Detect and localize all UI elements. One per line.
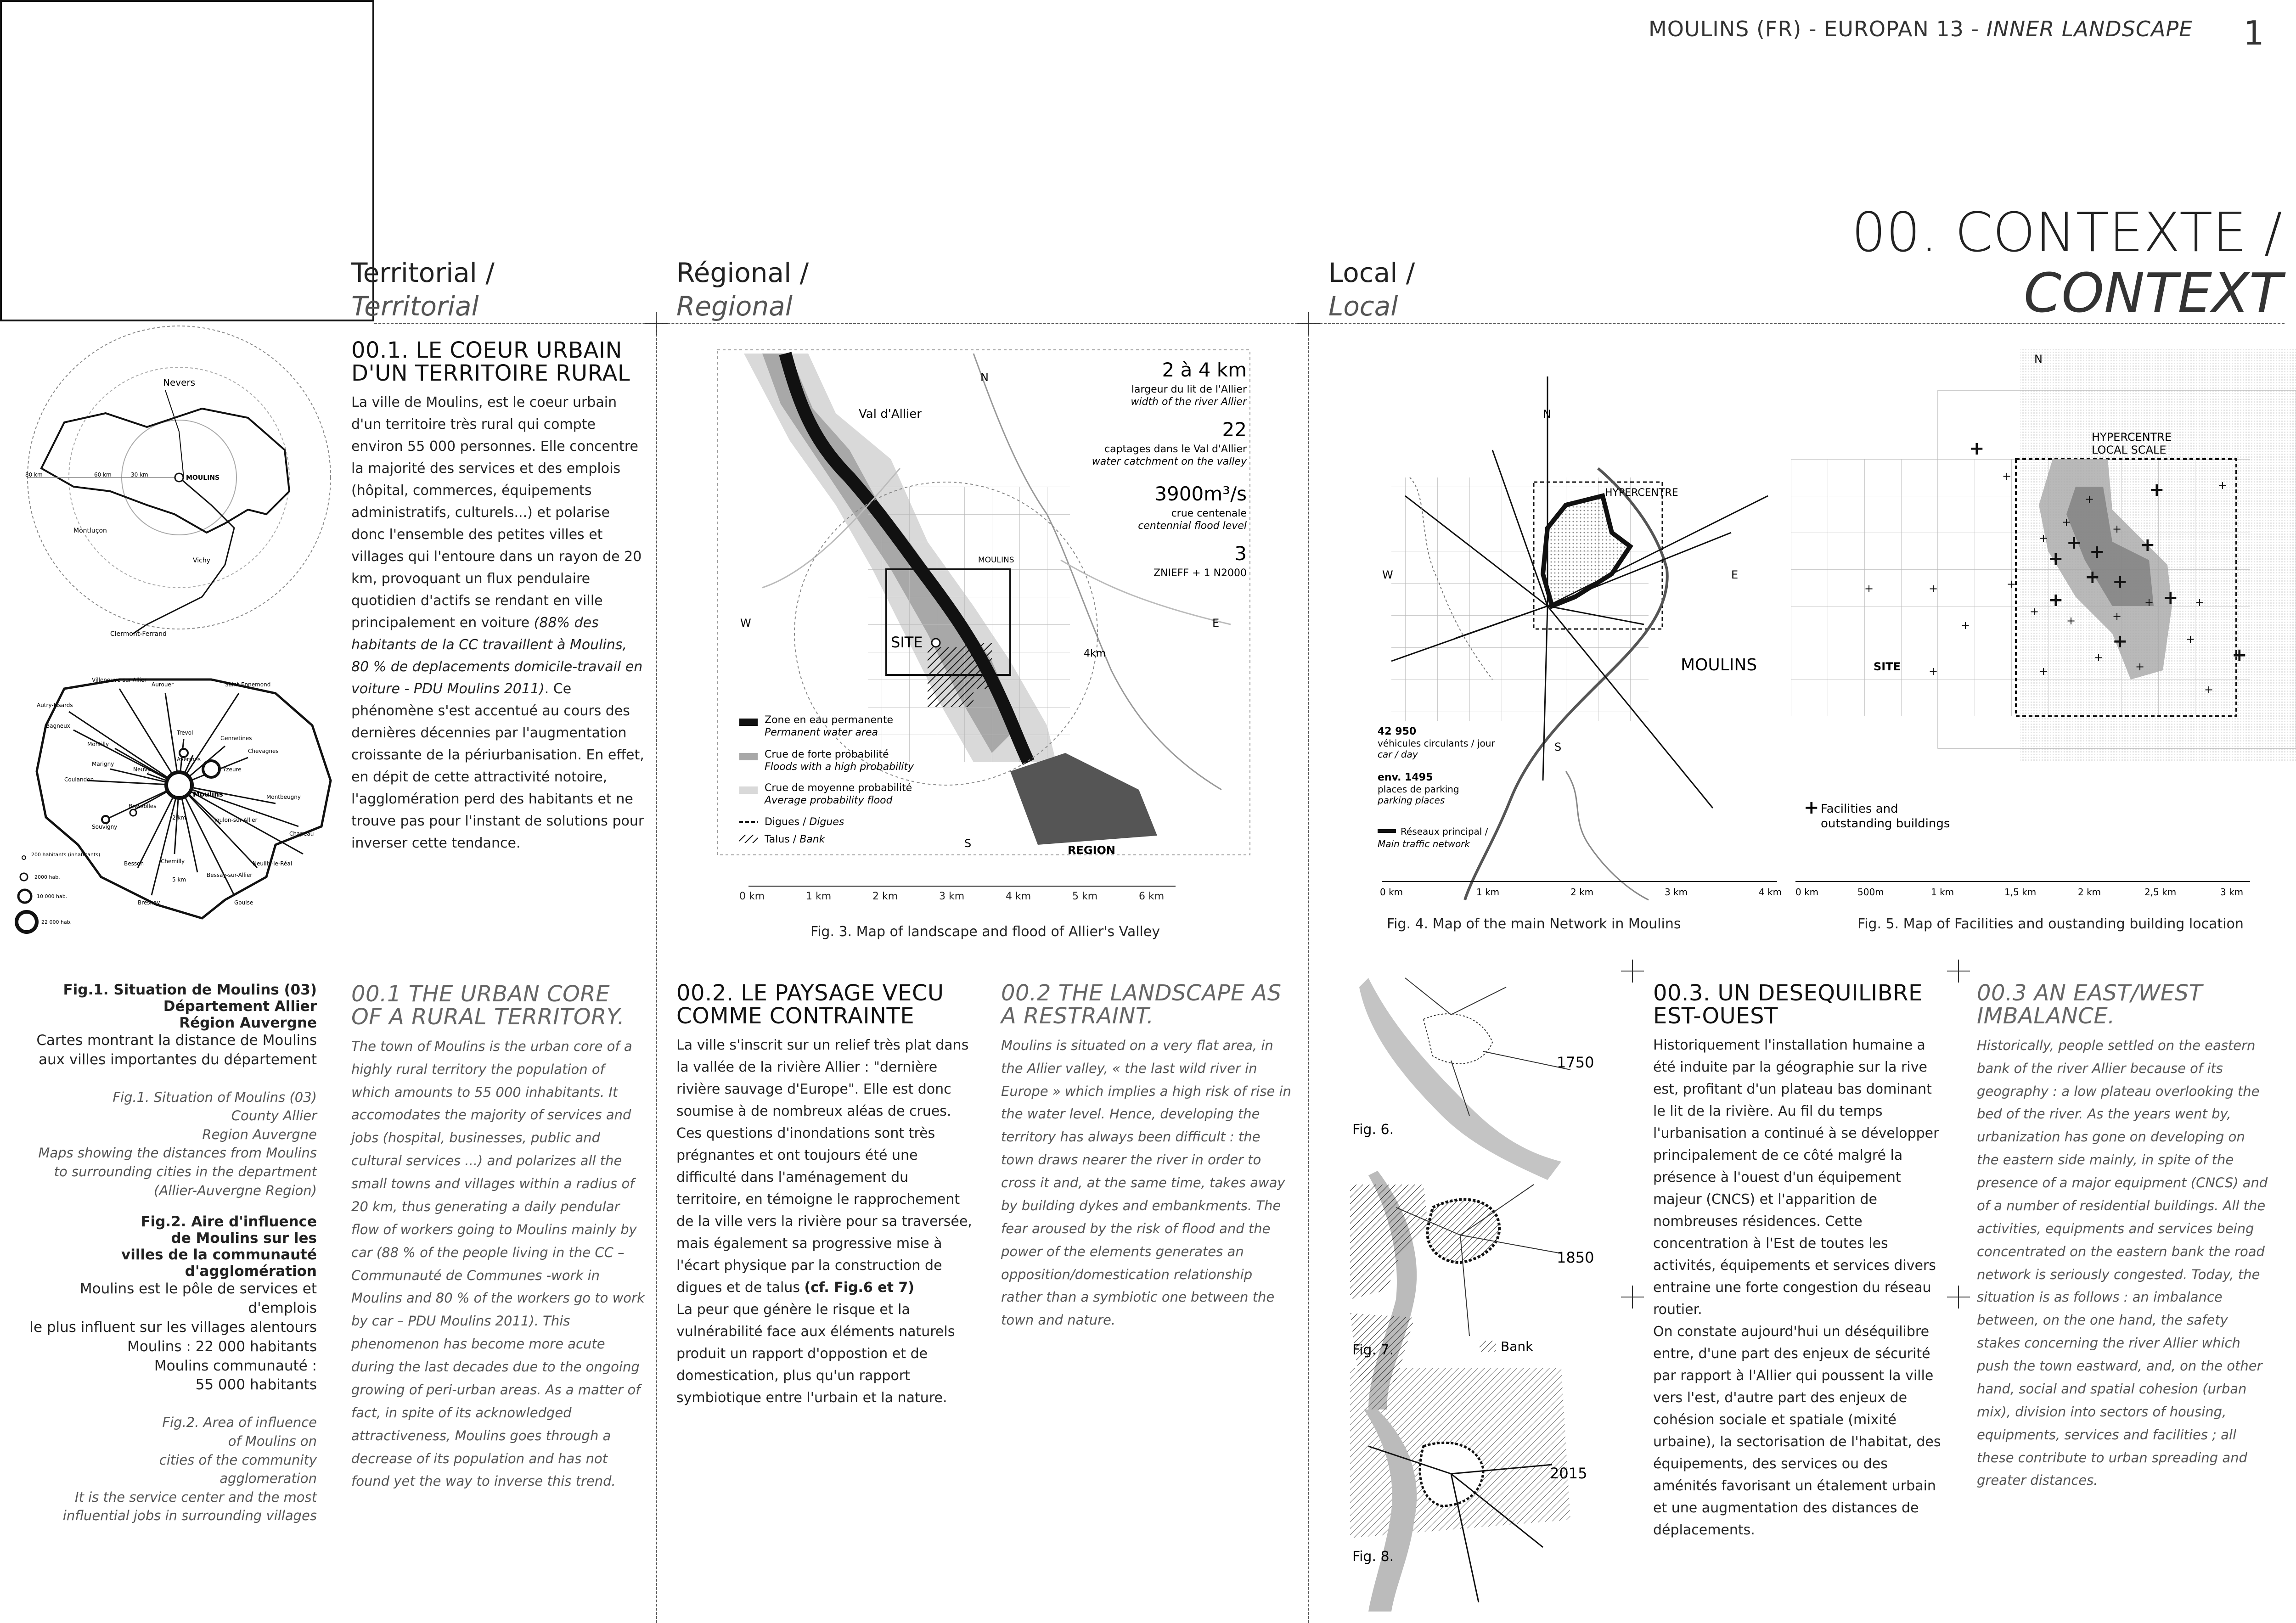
compass-s: S — [964, 837, 972, 850]
town-label: Chapeau — [289, 831, 314, 837]
influence-map — [18, 661, 349, 937]
moulins-marker — [175, 473, 183, 482]
svg-text:4 km: 4 km — [1759, 887, 1782, 898]
town-label: Gouise — [234, 899, 253, 906]
svg-text:+: + — [2195, 596, 2205, 609]
crosshair-mark — [645, 312, 668, 335]
divider-col-2 — [1308, 321, 1309, 1623]
svg-text:+: + — [1864, 582, 1874, 595]
compass-s: S — [1554, 741, 1562, 753]
svg-text:+: + — [1929, 582, 1938, 595]
town-label: Souvigny — [92, 824, 118, 830]
svg-text:+: + — [2066, 532, 2082, 553]
legend-fr: Réseaux principal / — [1401, 826, 1488, 837]
stat-fr: largeur du lit de l'Allier — [1131, 384, 1247, 395]
page-number: 1 — [2243, 14, 2264, 52]
town-label: Montbeugny — [266, 794, 301, 800]
crosshair-mark — [1621, 1286, 1644, 1309]
town-label: Besson — [124, 860, 144, 867]
svg-text:500m: 500m — [1857, 887, 1884, 898]
legend-en: Main traffic network — [1378, 838, 1470, 849]
section-002-en: 00.2 THE LANDSCAPE AS A RESTRAINT. Moulins is situated on a very flat area, in the Allier valley, « the last wild river in Europe » which implies a high risk of rise in the water level. Hence, developing the territory has always been difficult : the town draws nearer the river in order to cross it and, at the same time, takes away by building dykes and embankments. The fear aroused by the risk of flood and the power of the elements generates an opposition/domestication relationship rather than a symbiotic one between the town and nature. — [1001, 980, 1291, 1328]
legend-label: 200 habitants (inhabitants) — [31, 852, 101, 858]
svg-text:+: + — [2112, 571, 2128, 592]
legend-fr: Crue de forte probabilité — [765, 749, 889, 760]
city-label: Nevers — [163, 377, 196, 388]
map-label: HYPERCENTRE — [1605, 487, 1678, 499]
svg-text:+: + — [2186, 633, 2195, 646]
situation-map — [9, 340, 340, 657]
stat-value: 22 — [1222, 418, 1247, 441]
fig-label: Fig. 7. — [1352, 1342, 1394, 1358]
svg-text:+: + — [2066, 614, 2076, 627]
legend-fr: Crue de moyenne probabilité — [765, 782, 912, 794]
svg-text:0 km: 0 km — [1795, 887, 1819, 898]
svg-text:+: + — [2204, 683, 2214, 696]
stat-fr: véhicules circulants / jour — [1378, 738, 1495, 749]
town-label: Neuvy — [133, 766, 151, 773]
svg-text:+: + — [2048, 548, 2064, 569]
town-label: Bagneux — [46, 723, 70, 729]
year-label: 1750 — [1557, 1054, 1594, 1071]
svg-text:+: + — [2085, 493, 2094, 505]
fig3-caption: Fig. 3. Map of landscape and flood of Allier's Valley — [810, 924, 1160, 940]
scale-territorial: Territorial / Territorial — [351, 257, 495, 322]
svg-text:1 km: 1 km — [1931, 887, 1954, 898]
fig-label: Fig. 8. — [1352, 1549, 1394, 1565]
fig1-caption: Fig.1. Situation de Moulins (03) Département Allier Région Auvergne Cartes montrant la distance de Moulins aux villes importantes du département Fig.1. Situation of Moulins (03) County Allier Region Auvergne Maps showing the distances from Moulins to surrounding cities in the department (Allier-Auvergne Region) Fig.2. Aire d'influence de Moulins sur les villes de la communauté d'agglomération Moulins est le pôle de services et d'emplois le plus influent sur les villages alentours Moulins : 22 000 habitants Moulins communauté : 55 000 habitants Fig.2. Area of influence of Moulins on cities of the community agglomeration It is the service center and the most influential jobs in surrounding villages — [29, 982, 317, 1524]
river-line — [133, 477, 234, 634]
svg-text:3 km: 3 km — [2220, 887, 2244, 898]
facilities-map — [1791, 349, 2296, 904]
legend-plus-icon: + — [1804, 797, 1819, 818]
dist-label: 80 km — [25, 472, 43, 478]
svg-text:+: + — [2144, 596, 2154, 609]
year-label: 1850 — [1557, 1249, 1594, 1266]
city-label: MOULINS — [186, 474, 220, 482]
legend-text: Facilities and — [1821, 802, 1898, 816]
road-line — [165, 390, 184, 477]
legend-en: Permanent water area — [765, 727, 878, 738]
town-label: Moulins — [193, 790, 223, 798]
legend-label: 10 000 hab. — [37, 893, 68, 899]
dist-label: 5 km — [172, 876, 186, 883]
svg-text:+: + — [2094, 651, 2104, 664]
town-label: Bressolles — [129, 803, 157, 809]
town-label: Neuilly-le-Réal — [253, 860, 293, 867]
svg-text:+: + — [2030, 605, 2039, 618]
legend-label: 2000 hab. — [34, 874, 60, 880]
legend-label: 22 000 hab. — [41, 919, 72, 925]
town-label: Yzeure — [223, 766, 242, 773]
svg-text:1 km: 1 km — [1476, 887, 1500, 898]
stat-value: 42 950 — [1378, 726, 1417, 737]
dist-label: 2 km — [172, 814, 186, 821]
city-label: Montluçon — [73, 527, 107, 534]
town-label: Gennetines — [220, 735, 252, 741]
legend-fr: Zone en eau permanente — [765, 714, 894, 726]
crosshair-mark — [1297, 312, 1320, 335]
crosshair-mark — [1947, 1286, 1970, 1309]
town-label: Montilly — [87, 741, 109, 747]
fig-label: Fig. 6. — [1352, 1122, 1394, 1138]
town-label: Chevagnes — [248, 748, 279, 754]
map-label: LOCAL SCALE — [2092, 444, 2167, 456]
town-label: Toulon-sur-Allier — [214, 817, 258, 823]
legend-label: Bank — [1501, 1339, 1533, 1354]
legend-item: Digues / Digues — [765, 816, 844, 828]
map-label: REGION — [1068, 844, 1115, 857]
svg-text:+: + — [2112, 631, 2128, 652]
stat-en: car / day — [1378, 749, 1418, 760]
town-label: Avermes — [177, 756, 201, 763]
svg-text:+: + — [2232, 645, 2247, 666]
svg-text:+: + — [2112, 610, 2122, 623]
svg-text:2 km: 2 km — [1570, 887, 1594, 898]
svg-text:+: + — [2218, 479, 2228, 492]
svg-text:+: + — [2140, 534, 2155, 556]
allier-outline — [41, 409, 289, 533]
svg-text:2 km: 2 km — [2078, 887, 2101, 898]
network-map — [1373, 358, 1786, 904]
compass-w: W — [1382, 568, 1393, 581]
legend-en: Average probability flood — [765, 795, 893, 806]
town-label: Autry-Issards — [37, 702, 73, 708]
header-title: MOULINS (FR) - EUROPAN 13 - INNER LANDSCAPE — [1649, 17, 2193, 41]
town-label: Villeneuve-sur-Allier — [92, 677, 147, 683]
svg-text:+: + — [1961, 619, 1970, 632]
stat-fr: captages dans le Val d'Allier — [1104, 444, 1247, 455]
town-label: Chemilly — [161, 858, 185, 865]
city-label: Vichy — [193, 557, 211, 564]
stat-fr: ZNIEFF + 1 N2000 — [1153, 567, 1247, 579]
stat-value: env. 1495 — [1378, 772, 1433, 783]
compass-w: W — [740, 617, 751, 629]
historical-maps — [1332, 969, 1594, 1621]
yzeure-marker — [203, 761, 219, 777]
allier-valley-map — [716, 349, 1254, 891]
crosshair-mark — [1947, 960, 1970, 983]
stat-value: 3900m³/s — [1154, 483, 1247, 505]
compass-e: E — [1212, 617, 1220, 629]
svg-text:+: + — [1929, 665, 1938, 678]
scale-regional: Régional / Regional — [676, 257, 809, 322]
divider-col-1 — [656, 321, 657, 1623]
stat-en: width of the river Allier — [1131, 396, 1247, 408]
stat-en: water catchment on the valley — [1092, 456, 1247, 467]
section-003-en: 00.3 AN EAST/WEST IMBALANCE. Historically, people settled on the eastern bank of the river Allier because of its geography : a low plateau overlooking the bed of the river. As the years went by, urbanization has gone on developing on the eastern side mainly, in spite of the presence of a major equipment (CNCS) and of a number of residential buildings. All the activities, equipments and services being concentrated on the eastern bank the road network is seriously congested. Today, the situation is as follows : an imbalance between, on the one hand, the safety stakes concerning the river Allier which push the town eastward, and, on the other hand, social and spatial cohesion (urban mix), division into sectors of housing, equipments, services and facilities ; all these contribute to urban spreading and greater distances. — [1977, 980, 2268, 1488]
moulins-marker — [166, 772, 192, 798]
map-label: MOULINS — [978, 556, 1014, 565]
svg-text:0 km: 0 km — [1380, 887, 1403, 898]
crosshair-mark — [1621, 960, 1644, 983]
year-label: 2015 — [1550, 1465, 1587, 1482]
legend-en: Floods with a high probability — [765, 761, 914, 773]
map-label: SITE — [1874, 660, 1901, 673]
svg-text:+: + — [2002, 470, 2012, 483]
compass-e: E — [1731, 568, 1739, 581]
compass-n: N — [980, 371, 989, 384]
map-label: SITE — [891, 634, 923, 651]
svg-text:+: + — [2149, 479, 2165, 500]
compass-n: N — [2034, 353, 2043, 365]
dist-label: 60 km — [94, 472, 112, 478]
town-label: Trevol — [177, 730, 193, 736]
scale-local: Local / Local — [1328, 257, 1415, 322]
section-002-fr: 00.2. LE PAYSAGE VECU COMME CONTRAINTE La ville s'inscrit sur un relief très plat dans la vallée de la rivière Allier : "dernière rivière sauvage d'Europe". Elle est donc soumise à de nombreux aléas de crues. Ces questions d'inondations sont très prégnantes et ont toujours été une difficulté dans l'aménagement du territoire, en témoigne le rapprochement de la ville vers la rivière pour sa traversée, mais également sa progressive mise à l'écart physique par la construction de digues et de talus (cf. Fig.6 et 7) La peur que génère le risque et la vulnérabilité face aux éléments naturels produit un rapport d'oppostion et de domestication, plus qu'un rapport symbiotique entre l'urbain et la nature. — [676, 980, 972, 1406]
svg-text:+: + — [2163, 587, 2178, 608]
fig4-caption: Fig. 4. Map of the main Network in Moulins — [1387, 916, 1681, 932]
town-label: Bessay-sur-Allier — [207, 872, 253, 878]
svg-text:+: + — [2007, 578, 2016, 590]
svg-text:+: + — [2039, 665, 2048, 678]
svg-text:1,5 km: 1,5 km — [2004, 887, 2037, 898]
compass-n: N — [1543, 408, 1551, 421]
svg-text:3 km: 3 km — [1665, 887, 1688, 898]
fig5-caption: Fig. 5. Map of Facilities and oustanding building location — [1857, 916, 2244, 932]
page-title: 00. CONTEXTE / CONTEXT — [1851, 201, 2282, 325]
town-label: Saint-Ennemond — [225, 681, 271, 688]
town-label: Aurouer — [152, 681, 174, 688]
map-label: HYPERCENTRE — [2092, 431, 2172, 444]
svg-text:+: + — [2135, 660, 2145, 673]
map-label: MOULINS — [1681, 656, 1757, 674]
section-003-fr: 00.3. UN DESEQUILIBRE EST-OUEST Historiquement l'installation humaine a été induite par la géographie sur la rive est, profitant d'un plateau bas dominant le lit de la rivière. Au fil du temps l'urbanisation a continué à se développer principalement de ce côté malgré la présence à l'ouest d'un équipement majeur (CNCS) et l'apparition de nombreuses résidences. Cette concentration à l'Est de toutes les activités, équipements et services divers entraine une forte congestion du réseau routier. On constate aujourd'hui un déséquilibre entre, d'une part des enjeux de sécurité par rapport à l'Allier qui poussent la ville vers l'est, d'autre part des enjeux de cohésion sociale et spatiale (mixité urbaine), la sectorisation de l'habitat, des équipements, des services ou des aménités favorisant un étalement urbain et une augmentation des distances de déplacements. — [1653, 980, 1941, 1538]
map-label: 4km — [1084, 648, 1106, 659]
stat-en: parking places — [1378, 795, 1445, 806]
svg-text:+: + — [2112, 522, 2122, 535]
town-label: Marigny — [92, 761, 114, 767]
stat-fr: places de parking — [1378, 784, 1459, 795]
svg-text:+: + — [2085, 567, 2100, 588]
svg-text:+: + — [1969, 438, 1985, 459]
city-label: Clermont-Ferrand — [110, 630, 167, 638]
map-label: Val d'Allier — [859, 407, 922, 421]
stat-value: 3 — [1234, 542, 1247, 565]
legend-item: Talus / Bank — [765, 834, 825, 845]
svg-text:+: + — [2089, 541, 2105, 562]
svg-text:+: + — [2062, 516, 2071, 528]
stat-value: 2 à 4 km — [1162, 359, 1247, 381]
stat-fr: crue centenale — [1171, 508, 1247, 519]
section-001-fr: 00.1. LE COEUR URBAIN D'UN TERRITOIRE RURAL La ville de Moulins, est le coeur urbain d'un territoire très rural qui compte environ 55 000 personnes. Elle concentre la majorité des services et des emplois (hôpital, commerces, équipements administratifs, culturels...) et polarise donc l'ensemble des petites villes et villages qui l'entoure dans un rayon de 20 km, provoquant un flux pendulaire quotidien d'actifs se rendant en ville principalement en voiture (88% des habitants de la CC travaillent à Moulins, 80 % de deplacements domicile-travail en voiture - PDU Moulins 2011). Ce phénomène s'est accentué au cours des dernières décennies par l'augmentation croissante de la périurbanisation. En effet, en dépit de cette attractivité notoire, l'agglomération perd des habitants et ne trouve pas pour l'instant de solutions pour inverser cette tendance. — [351, 337, 644, 851]
svg-text:+: + — [2048, 590, 2064, 611]
dist-label: 30 km — [131, 472, 148, 478]
blank-frame — [0, 0, 374, 321]
svg-text:2,5 km: 2,5 km — [2144, 887, 2177, 898]
town-label: Bresnay — [138, 899, 160, 906]
stat-en: centennial flood level — [1138, 520, 1247, 532]
section-001-en: 00.1 THE URBAN CORE OF A RURAL TERRITORY. The town of Moulins is the urban core of a highly rural territory the population of which amounts to 55 000 inhabitants. It accomodates the majority of services and jobs (hospital, businesses, public and cultural services ...) and polarizes all the small towns and villages within a radius of 20 km, thus generating a daily pendular flow of workers going to Moulins mainly by car (88 % of the people living in the CC – Communauté de Communes -work in Moulins and 80 % of the workers go to work by car – PDU Moulins 2011). This phenomenon has become more acute during the last decades due to the ongoing growing of peri-urban areas. As a matter of fact, in spite of its acknowledged attractiveness, Moulins goes through a decrease of its population and has not found yet the way to inverse this trend. — [351, 981, 645, 1489]
town-label: Coulandon — [64, 776, 94, 783]
svg-text:+: + — [2039, 532, 2048, 545]
legend-text: outstanding buildings — [1821, 817, 1950, 831]
